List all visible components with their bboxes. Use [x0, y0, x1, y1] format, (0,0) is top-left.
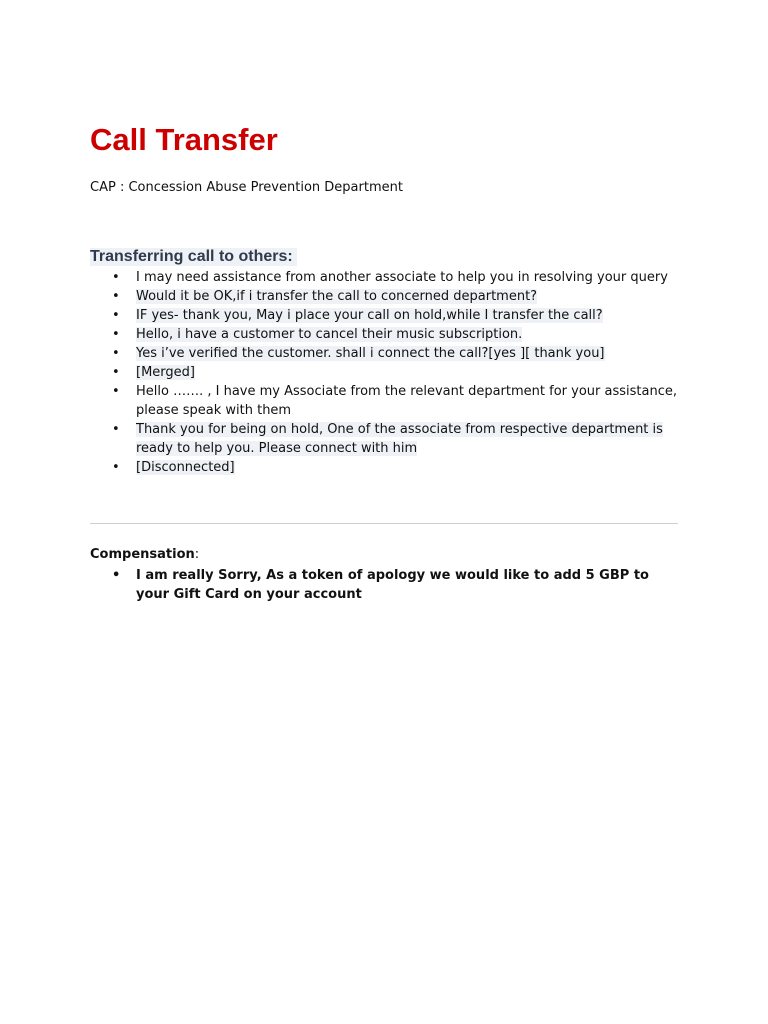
list-item-text: I am really Sorry, As a token of apology we would like to add 5 GBP to your Gift Card on your account	[136, 568, 649, 602]
list-item-text: Hello, i have a customer to cancel their music subscription.	[136, 327, 523, 342]
list-item	[90, 458, 678, 477]
bullet-icon: •	[112, 568, 121, 583]
list-item	[90, 566, 678, 604]
bullet-icon: •	[112, 270, 120, 285]
compensation-list	[90, 566, 678, 604]
list-item-text: Yes i’ve verified the customer. shall i connect the call?[yes ][ thank you]	[136, 346, 605, 361]
list-item	[90, 287, 678, 306]
list-item-text: Would it be OK,if i transfer the call to concerned department?	[136, 289, 538, 304]
list-item-text: IF yes- thank you, May i place your call on hold,while I transfer the call?	[136, 308, 603, 323]
bullet-icon: •	[112, 422, 120, 437]
bullet-icon: •	[112, 384, 120, 399]
list-item-text: I may need assistance from another associate to help you in resolving your query	[136, 270, 668, 285]
list-item	[90, 344, 678, 363]
compensation-heading	[90, 547, 199, 562]
bullet-icon: •	[112, 327, 120, 342]
compensation-heading-colon: :	[194, 547, 200, 562]
compensation-heading-label: Compensation	[90, 547, 195, 562]
list-item	[90, 325, 678, 344]
list-item	[90, 268, 678, 287]
bullet-icon: •	[112, 460, 120, 475]
transfer-script-list	[90, 268, 678, 477]
list-item	[90, 420, 678, 458]
bullet-icon: •	[112, 308, 120, 323]
list-item-text: Thank you for being on hold, One of the associate from respective department is ready to help you. Please connect with him	[136, 422, 663, 456]
department-subtitle: CAP : Concession Abuse Prevention Department	[90, 180, 403, 195]
bullet-icon: •	[112, 289, 120, 304]
bullet-icon: •	[112, 365, 120, 380]
list-item-text: [Merged]	[136, 365, 195, 380]
section-divider	[90, 523, 678, 524]
transfer-section-heading: Transferring call to others:	[90, 248, 297, 266]
list-item-text: [Disconnected]	[136, 460, 235, 475]
page-title: Call Transfer	[90, 122, 278, 157]
list-item-text: Hello ……. , I have my Associate from the relevant department for your assistance, please speak with them	[136, 384, 677, 418]
list-item	[90, 363, 678, 382]
list-item	[90, 382, 678, 420]
bullet-icon: •	[112, 346, 120, 361]
list-item	[90, 306, 678, 325]
